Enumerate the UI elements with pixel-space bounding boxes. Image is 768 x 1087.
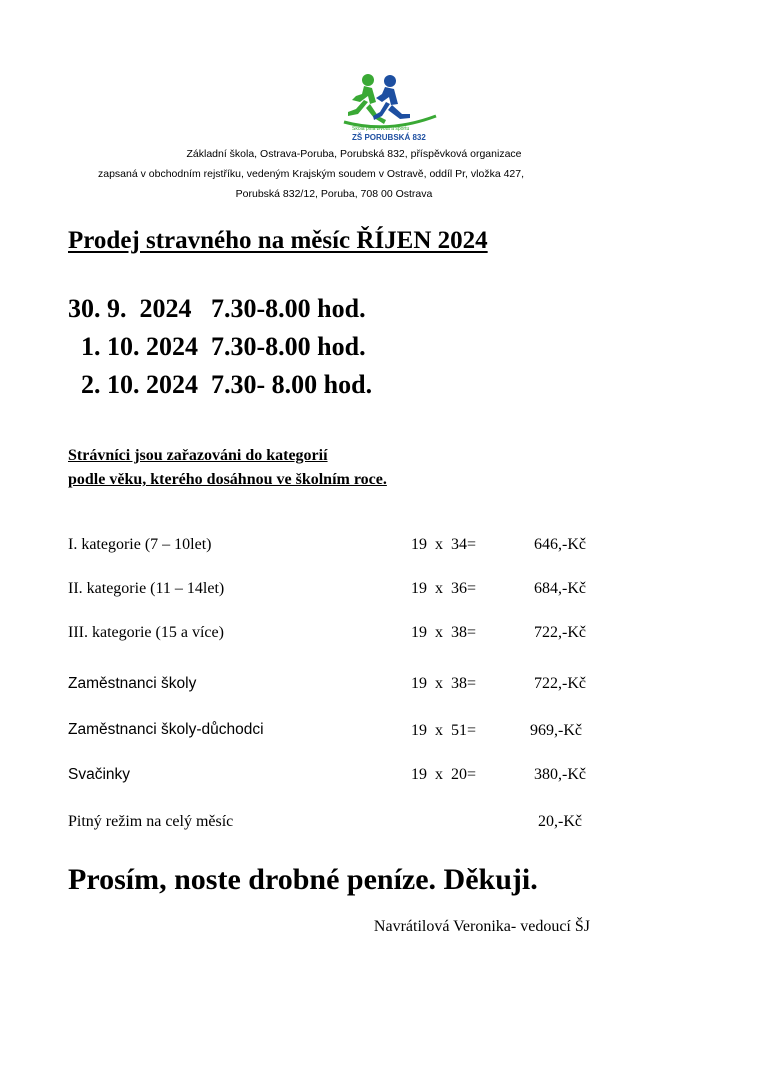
row-label: III. kategorie (15 a více): [68, 624, 224, 641]
row-price: 646,-Kč: [534, 536, 586, 553]
row-calc: 19 x 34=: [411, 536, 477, 553]
row-label: Zaměstnanci školy-důchodci: [68, 721, 264, 738]
signature: Navrátilová Veronika- vedoucí ŠJ: [373, 918, 590, 935]
row-calc: 19 x 38=: [411, 675, 477, 692]
row-price: 722,-Kč: [534, 624, 586, 641]
row-calc: 19 x 20=: [411, 766, 477, 783]
row-price: 969,-Kč: [530, 722, 582, 739]
sale-date-2: 1. 10. 2024 7.30-8.00 hod.: [68, 332, 366, 361]
category-note-line1: Strávníci jsou zařazováni do kategorií: [68, 447, 328, 464]
sale-date-1: 30. 9. 2024 7.30-8.00 hod.: [68, 294, 366, 323]
row-price: 722,-Kč: [534, 675, 586, 692]
row-calc: 19 x 38=: [411, 624, 477, 641]
row-price: 684,-Kč: [534, 580, 586, 597]
school-logo: [338, 72, 442, 144]
logo-text: ZŠ PORUBSKÁ 832: [352, 133, 426, 142]
row-label: II. kategorie (11 – 14let): [68, 580, 225, 597]
blue-runner-icon: [373, 75, 410, 120]
row-price: 380,-Kč: [534, 766, 586, 783]
row-label: I. kategorie (7 – 10let): [68, 536, 212, 553]
row-label: Pitný režim na celý měsíc: [68, 813, 234, 830]
category-note-line2: podle věku, kterého dosáhnou ve školním roce.: [68, 471, 387, 488]
header-address: Porubská 832/12, Poruba, 708 00 Ostrava: [235, 188, 433, 200]
header-school-name: Základní škola, Ostrava-Poruba, Porubská 832, příspěvková organizace: [186, 148, 522, 160]
row-label: Zaměstnanci školy: [68, 675, 197, 692]
header-registry: zapsaná v obchodním rejstříku, vedeným Krajským soudem v Ostravě, oddíl Pr, vložka 427,: [97, 168, 525, 180]
row-label: Svačinky: [68, 766, 131, 783]
page-title: Prodej stravného na měsíc ŘÍJEN 2024: [68, 227, 488, 254]
row-price: 20,-Kč: [538, 813, 582, 830]
closing-note: Prosím, noste drobné peníze. Děkuji.: [68, 863, 538, 896]
logo-slogan: Škola plná života a sportu: [352, 126, 410, 132]
row-calc: 19 x 36=: [411, 580, 477, 597]
row-calc: 19 x 51=: [411, 722, 477, 739]
sale-date-3: 2. 10. 2024 7.30- 8.00 hod.: [68, 370, 373, 399]
